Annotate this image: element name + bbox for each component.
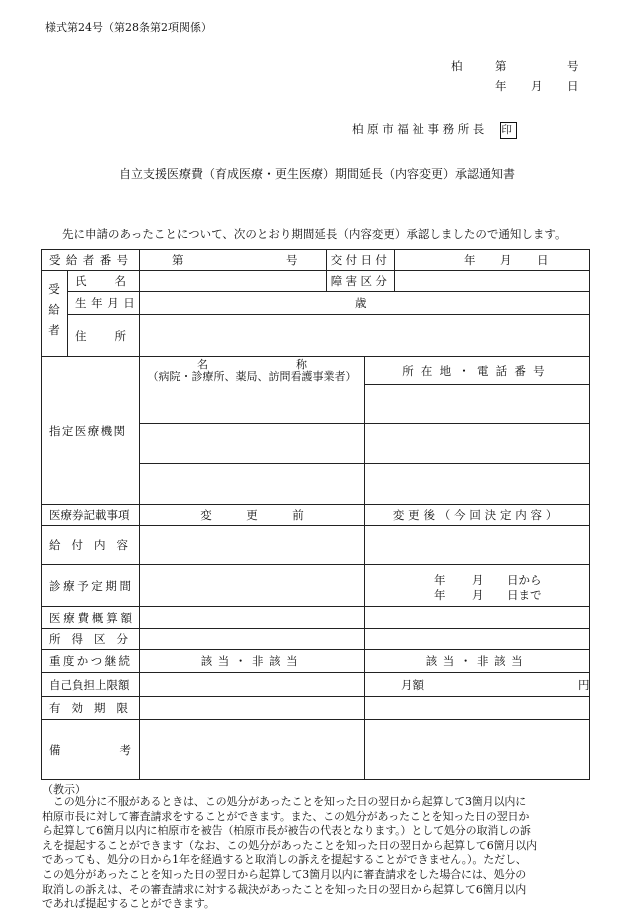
income-label: 所得区分 — [49, 632, 139, 646]
remarks-label-text: 備考 — [49, 742, 190, 757]
institution-name-header — [140, 357, 364, 384]
issuer-name — [352, 121, 517, 139]
name-label — [75, 271, 154, 291]
notes-line: であれば提起することができます。 — [42, 897, 215, 911]
doc-number-dai: 第 — [495, 59, 507, 73]
date-year: 年 — [495, 79, 507, 93]
form-id: 様式第24号（第28条第2項関係） — [45, 21, 212, 34]
disability-label: 障害区分 — [330, 274, 391, 288]
severe-continuous-label: 重度かつ継続 — [49, 654, 133, 668]
doc-number-go: 号 — [567, 59, 579, 73]
age-unit: 歳 — [355, 296, 367, 310]
certificate-items-label: 医療券記載事項 — [49, 508, 130, 522]
doc-number-prefix: 柏 — [451, 59, 463, 73]
after-change-header: 変更後（今回決定内容） — [392, 508, 562, 522]
notes-line: ら起算して6箇月以内に柏原市を被告（柏原市長が被告の代表となります。）として処分の取消しの訴 — [42, 824, 531, 838]
recipient-number-dai: 第 — [172, 252, 184, 267]
notes-line: えを提起することができます（なお、この処分があったことを知った日の翌日から起算して6箇月以内 — [42, 838, 537, 852]
before-change-header: 変 更 前 — [200, 508, 304, 522]
treatment-period-label: 診療予定期間 — [49, 578, 134, 593]
birthdate-label: 生年月日 — [75, 296, 140, 310]
institution-name-header-1: 名 称 — [197, 357, 307, 371]
issue-date-day: 日 — [537, 252, 549, 267]
institution-address-header: 所在地・電話番号 — [402, 363, 552, 378]
recipient-group-label — [41, 271, 67, 356]
address-label-text: 住所 — [75, 328, 154, 343]
period-from-month: 月 — [472, 572, 484, 587]
monthly-label: 月額 — [401, 677, 424, 692]
copay-limit-label: 自己負担上限額 — [49, 677, 130, 692]
issue-date-label: 交付日付 — [330, 252, 391, 267]
period-to-month: 月 — [472, 587, 484, 602]
recipient-number-go: 号 — [286, 252, 298, 267]
recipient-group-text: 受給者 — [47, 282, 61, 345]
date-month: 月 — [531, 79, 543, 93]
recipient-number-label-text: 受給者番号 — [49, 252, 134, 267]
address-label — [75, 315, 154, 356]
date-day: 日 — [567, 79, 579, 93]
remarks-label — [49, 720, 190, 779]
issue-date-month: 月 — [500, 252, 512, 267]
severe-after-value: 該当・非該当 — [425, 654, 529, 668]
yen-unit: 円 — [578, 677, 590, 692]
period-from-year: 年 — [434, 572, 446, 587]
severe-before-value: 該当・非該当 — [200, 654, 304, 668]
notes-line: 柏原市長に対して審査請求をすることができます。また、この処分があったことを知った日の翌日か — [42, 809, 530, 823]
institution-name-header-2: （病院・診療所、薬局、訪問看護事業者） — [147, 369, 357, 383]
main-table — [41, 249, 590, 780]
estimate-label: 医療費概算額 — [49, 610, 135, 625]
notes-heading: （教示） — [42, 783, 86, 796]
period-to-suffix: 日まで — [507, 587, 542, 602]
issuer-text: 柏原市福祉事務所長 — [352, 122, 488, 136]
institution-label: 指定医療機関 — [49, 423, 127, 438]
notes-line: この処分に不服があるときは、この処分があったことを知った日の翌日から起算して3箇月以内に — [42, 795, 527, 808]
notes-line: 取消しの訴えは、その審査請求に対する裁決があったことを知った日の翌日から起算して6箇月以内 — [42, 882, 527, 896]
issue-date-year: 年 — [464, 252, 476, 267]
seal-mark: 印 — [500, 122, 517, 139]
period-to-year: 年 — [434, 587, 446, 602]
period-from-suffix: 日から — [507, 572, 542, 587]
intro-text: 先に申請のあったことについて、次のとおり期間延長（内容変更）承認しましたので通知します。 — [62, 227, 567, 241]
notes-body — [42, 795, 594, 912]
page-title: 自立支援医療費（育成医療・更生医療）期間延長（内容変更）承認通知書 — [119, 167, 516, 181]
notes-line: であっても、処分の日から1年を経過すると取消しの訴えを提起することができません。）。ただし、 — [42, 853, 527, 867]
notes-line: この処分があったことを知った日の翌日から起算して3箇月以内に審査請求をした場合には、処分の — [42, 867, 527, 881]
benefit-content-label: 給付内容 — [49, 538, 139, 552]
recipient-number-label — [49, 249, 132, 270]
validity-label: 有効期限 — [49, 701, 139, 715]
name-label-text: 氏名 — [75, 274, 154, 288]
